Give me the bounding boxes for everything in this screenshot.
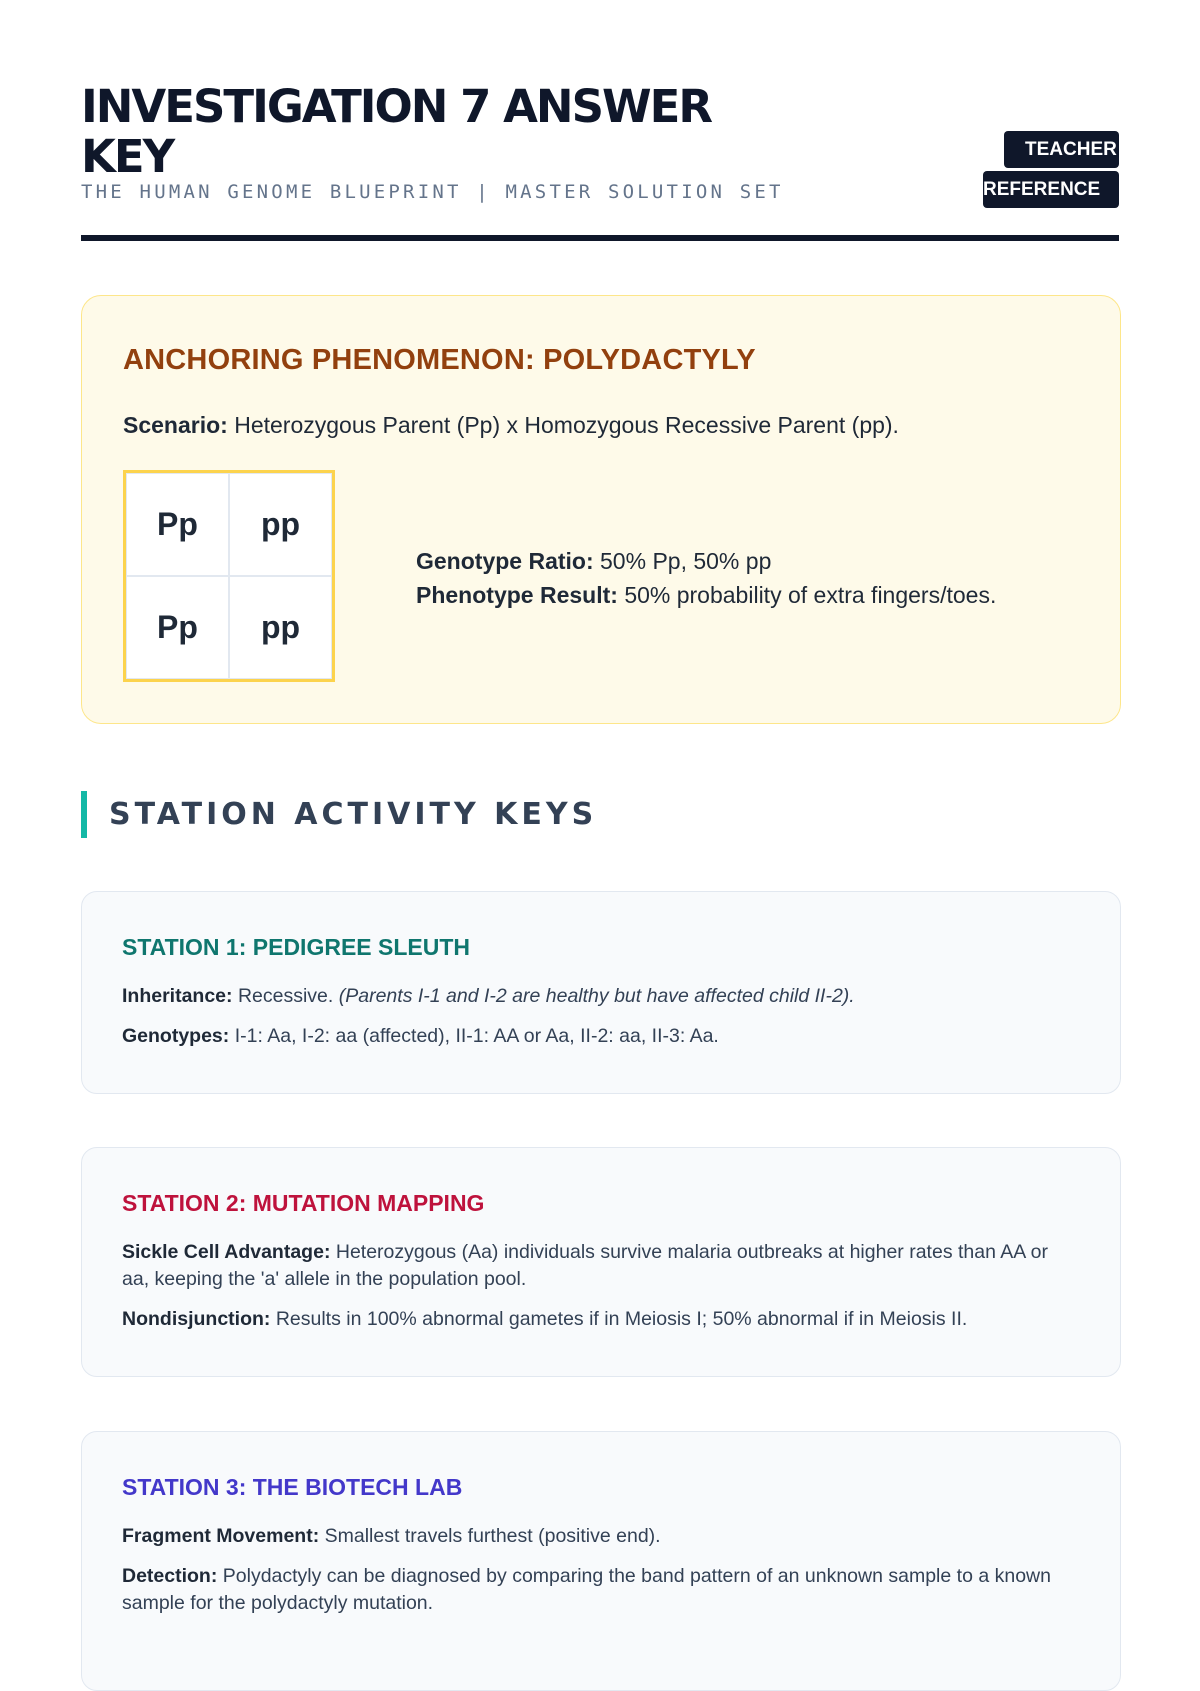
- punnett-cell: pp: [229, 576, 332, 679]
- punnett-cell: Pp: [126, 576, 229, 679]
- station-3-card: [81, 1431, 1121, 1691]
- station-2-card: [81, 1147, 1121, 1377]
- station-keys-heading: [81, 791, 597, 838]
- punnett-cell: pp: [229, 473, 332, 576]
- scenario-text: Heterozygous Parent (Pp) x Homozygous Recessive Parent (pp).: [234, 412, 899, 438]
- phenotype-text: 50% probability of extra fingers/toes.: [624, 582, 997, 608]
- line-note: (Parents I-1 and I-2 are healthy but have affected child II-2).: [338, 985, 855, 1007]
- station-title: STATION 3: THE BIOTECH LAB: [122, 1474, 463, 1500]
- punnett-cell: Pp: [126, 473, 229, 576]
- station-title: STATION 1: PEDIGREE SLEUTH: [122, 934, 471, 960]
- genotype-ratio: [416, 544, 996, 578]
- genotype-text: 50% Pp, 50% pp: [600, 548, 772, 574]
- phenotype-label: Phenotype Result:: [416, 582, 618, 608]
- scenario-line: [123, 412, 899, 439]
- page-title: INVESTIGATION 7 ANSWER KEY: [81, 80, 712, 183]
- line-label: Nondisjunction:: [122, 1308, 271, 1330]
- line-label: Genotypes:: [122, 1025, 230, 1047]
- station-1-card: [81, 891, 1121, 1094]
- anchoring-phenomenon-card: [81, 295, 1121, 724]
- line-label: Detection:: [122, 1565, 218, 1587]
- line-text: I-1: Aa, I-2: aa (affected), II-1: AA or Aa, II-2: aa, II-3: Aa.: [234, 1025, 719, 1047]
- phenotype-result: [416, 578, 996, 612]
- line-label: Fragment Movement:: [122, 1525, 320, 1547]
- station-line: [122, 1563, 1080, 1617]
- line-label: Inheritance:: [122, 985, 233, 1007]
- ratio-results: [416, 544, 996, 612]
- station-line: [122, 983, 1080, 1010]
- station-title: STATION 2: MUTATION MAPPING: [122, 1190, 485, 1216]
- teacher-reference-badge: [983, 131, 1119, 211]
- line-text: Heterozygous (Aa) individuals survive malaria outbreaks at higher rates than AA or aa, keeping the 'a' allele in the population pool.: [122, 1241, 1048, 1290]
- badge-line-2: REFERENCE: [983, 171, 1119, 208]
- station-line: [122, 1239, 1080, 1293]
- page-subtitle: THE HUMAN GENOME BLUEPRINT | MASTER SOLUTION SET: [81, 181, 784, 203]
- genotype-label: Genotype Ratio:: [416, 548, 594, 574]
- line-text: Polydactyly can be diagnosed by comparing the band pattern of an unknown sample to a known sample for the polydactyly mutation.: [122, 1565, 1051, 1614]
- station-line: [122, 1023, 1080, 1050]
- line-label: Sickle Cell Advantage:: [122, 1241, 331, 1263]
- badge-line-1: TEACHER: [1004, 131, 1119, 168]
- phenomenon-title: ANCHORING PHENOMENON: POLYDACTYLY: [123, 344, 756, 376]
- station-line: [122, 1523, 1080, 1550]
- page-header: [81, 0, 1119, 241]
- punnett-square: [123, 470, 335, 682]
- line-text: Smallest travels furthest (positive end).: [324, 1525, 661, 1547]
- scenario-label: Scenario:: [123, 412, 228, 438]
- line-text: Recessive.: [237, 985, 334, 1007]
- section-title: STATION ACTIVITY KEYS: [109, 797, 598, 832]
- line-text: Results in 100% abnormal gametes if in Meiosis I; 50% abnormal if in Meiosis II.: [275, 1308, 968, 1330]
- station-line: [122, 1306, 1080, 1333]
